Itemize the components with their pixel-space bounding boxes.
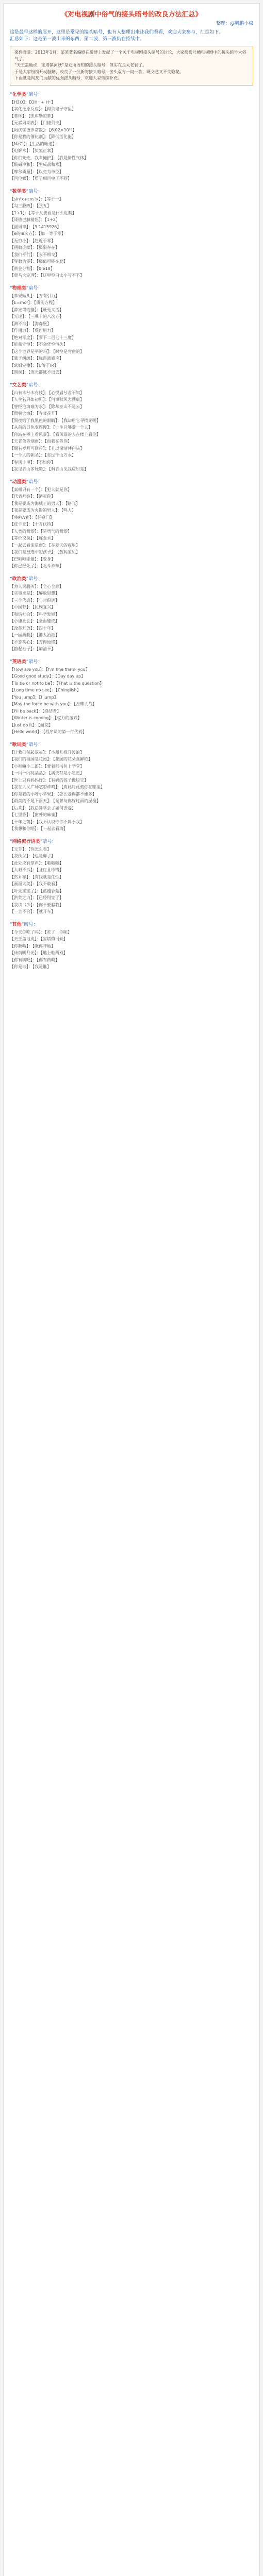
code-list <box>10 750 253 833</box>
section-heading-suffix: ”暗号： <box>26 189 43 194</box>
section-heading-prefix: “ <box>10 479 12 485</box>
code-item: 【我是要成为火影的男人】：【鸣人】 <box>10 508 76 513</box>
code-item: 【洪荒之力】：【已经用完了】 <box>10 895 63 900</box>
code-item: 【山有木兮木有枝】：【心悦君兮君不知】 <box>10 390 84 395</box>
code-item: 【画面太美】：【我不敢看】 <box>10 882 59 886</box>
code-item: 【一国两制】：【港人治港】 <box>10 633 59 637</box>
code-item: 【1+1】：【等于几要看是什么进制】 <box>10 210 76 215</box>
code-item: 【人艰不拆】：【且行且珍惜】 <box>10 868 63 872</box>
code-list <box>10 99 253 182</box>
code-item: 【改革开放】：【四十年】 <box>10 625 55 631</box>
section-heading-suffix: ”暗号： <box>21 922 38 927</box>
section-heading <box>10 91 253 97</box>
intro-box <box>10 46 253 86</box>
code-item: 【哆啦A梦】：【任意门】 <box>10 515 54 520</box>
code-item: 【作用力】：【反作用力】 <box>10 328 55 333</box>
section-heading-prefix: “ <box>10 659 12 665</box>
section-heading-prefix: “ <box>10 189 12 194</box>
intro-box-line: “天王盖地虎，宝塔镇河妖”是众所周知的接头暗号，但实在是太老套了。 <box>14 63 147 67</box>
code-item: 【世上只有妈妈好】：【有妈的孩子像块宝】 <box>10 777 88 783</box>
section-heading-suffix: ”暗号： <box>26 659 43 665</box>
code-item: 【勾三股四】：【弦五】 <box>10 204 51 208</box>
article-title: 《对电视剧中俗气的接头暗号的改良方法汇总》 <box>61 11 202 19</box>
code-item: 【我是要成为海贼王的男人】：【路飞】 <box>10 501 80 506</box>
code-item: 【代表月亮】：【消灭你】 <box>10 494 55 499</box>
code-item: 【小康社会】：【全面建成】 <box>10 619 59 623</box>
code-item: 【面朝大海】：【春暖花开】 <box>10 411 59 416</box>
code-item: 【我们的祖国是花园】：【花园的花朵真鲜艳】 <box>10 757 92 761</box>
section-heading-prefix: “ <box>10 922 12 927</box>
section-heading-name: 政治类 <box>12 576 26 582</box>
code-item: 【让我们荡起双桨】：【小船儿推开波浪】 <box>10 750 84 755</box>
code-item: 【后来】：【我总算学会了如何去爱】 <box>10 805 76 810</box>
code-item: 【为人民服务】：【全心全意】 <box>10 584 63 589</box>
code-item: 【春风十里】：【不如你】 <box>10 460 55 465</box>
code-item: 【苹果砸头】：【万有引力】 <box>10 293 59 298</box>
section-heading-name: 其他 <box>12 922 22 927</box>
code-item: 【我见青山多妩媚】：【料青山见我应如是】 <box>10 467 88 471</box>
code-list <box>10 390 253 473</box>
code-item: 【你已经死了】：【北斗神拳】 <box>10 564 63 568</box>
code-item: 【Hello world】：【程序员的第一行代码】 <box>10 730 87 734</box>
code-item: 【阿伏伽德罗常数】：【6.02×10²³】 <box>10 127 77 132</box>
code-item: 【摩尔质量】：【以克为单位】 <box>10 169 63 174</box>
article-page <box>3 3 260 2576</box>
section-heading-prefix: “ <box>10 742 12 748</box>
code-item: 【e的iπ次方】：【加一等于零】 <box>10 231 65 236</box>
code-item: 【人生若只如初见】：【何事秋风悲画扇】 <box>10 397 84 402</box>
section-heading-suffix: ”暗号： <box>26 382 43 388</box>
code-list <box>10 487 253 570</box>
code-item: 【你瞅啥】：【瞅你咋地】 <box>10 943 55 948</box>
code-item: 【天王盖地虎】：【宝塔镇河妖】 <box>10 937 68 941</box>
intro-box-line: 于是大家纷纷开动脑筋，改良了一批新的接头暗号，接头双方一问一答，既文艺又不失隐秘。 <box>14 69 184 74</box>
code-item: 【我们平行】：【永不相交】 <box>10 252 59 257</box>
code-item: 【我读书少】：【你不要骗我】 <box>10 902 63 907</box>
section-heading-name: 网络流行语类 <box>12 839 40 844</box>
section-heading-name: 英语类 <box>12 659 26 665</box>
code-item: 【一闪一闪亮晶晶】：【满天都是小星星】 <box>10 771 84 775</box>
section-heading-name: 动漫类 <box>12 479 26 485</box>
section-heading-name: 文艺类 <box>12 382 26 388</box>
code-list <box>10 667 253 736</box>
code-item: 【能量守恒】：【不会凭空消失】 <box>10 342 68 347</box>
section-heading <box>10 284 253 291</box>
section-heading-suffix: ”暗号： <box>40 839 57 844</box>
code-item: 【NaCl】：【生活的味道】 <box>10 141 57 146</box>
section-heading <box>10 381 253 388</box>
code-item: 【巴啦啦能量】：【变身】 <box>10 556 55 562</box>
code-item: 【曾经沧海难为水】：【除却巫山不是云】 <box>10 404 84 409</box>
code-item: 【电解水】：【负氢正氧】 <box>10 148 55 153</box>
section-heading-name: 化学类 <box>12 92 26 97</box>
code-item: 【我在人民广场吃着炸鸡】：【而此时此刻你在哪里】 <box>10 785 105 789</box>
section-heading-name: 歌词类 <box>12 742 26 748</box>
code-item: 【我伙呆】：【也是醉了】 <box>10 854 55 858</box>
code-item: 【量子纠缠】：【远距离感应】 <box>10 356 63 361</box>
code-item: 【薛定谔的猫】：【既死又活】 <box>10 307 63 312</box>
code-item: 【Long time no see】：【Chinglish】 <box>10 688 81 692</box>
code-item: 【一言不合】：【就开车】 <box>10 909 55 914</box>
section-heading-prefix: “ <box>10 92 12 97</box>
code-item: 【我想和你唱】：【一起去看海】 <box>10 826 68 831</box>
code-item: 【How are you】：【I'm fine thank you】 <box>10 667 90 672</box>
byline: 整理：@鹏鹏小棉 <box>216 21 253 26</box>
code-item: 【七里香】：【窗外的麻雀】 <box>10 812 59 817</box>
code-item: 【这个世界是平的吗】：【时空是弯曲的】 <box>10 349 84 354</box>
code-item: 【H2O】：【OH⁻ + H⁺】 <box>10 99 55 105</box>
code-item: 【导数为零】：【极值可能在此】 <box>10 259 68 264</box>
section-heading-suffix: ”暗号： <box>26 576 43 582</box>
code-item: 【苯环】：【凯库勒的梦】 <box>10 113 55 118</box>
code-item: 【中国梦】：【民族复兴】 <box>10 605 55 609</box>
code-item: 【今天你吃了吗】：【吃了，你呢】 <box>10 929 72 935</box>
code-item: 【元芳】：【你怎么看】 <box>10 846 51 852</box>
code-item: 【欧姆定律】：【U等于IR】 <box>10 363 58 368</box>
code-item: 【I'll be back】：【终结者】 <box>10 708 61 714</box>
code-item: 【Good good study】：【Day day up】 <box>10 674 86 679</box>
code-item: 【哥德巴赫猜想】：【1+2】 <box>10 217 60 222</box>
code-item: 【然并卵】：【有钱就是任性】 <box>10 874 63 879</box>
code-list <box>10 293 253 376</box>
section-heading-suffix: ”暗号： <box>26 92 43 97</box>
intro-line: 这是最早这样的展开，这里是常见的接头暗号，也有人整理出来让我们看看，欢迎大家参与，汇总如下。 <box>10 30 224 35</box>
section-heading <box>10 838 253 844</box>
code-item: 【E=mc²】：【质能方程】 <box>10 300 57 305</box>
code-item: 【十年之前】：【我不认识你你不属于我】 <box>10 819 84 824</box>
code-item: 【皮卡丘】：【十万伏特】 <box>10 522 55 527</box>
code-item: 【你站在桥上看风景】：【看风景的人在楼上看你】 <box>10 432 101 437</box>
code-item: 【一个人的朝圣】：【走过千山万水】 <box>10 453 76 457</box>
code-item: 【黑夜给了我黑色的眼睛】：【我却用它寻找光明】 <box>10 418 101 423</box>
section-heading <box>10 921 253 927</box>
section-heading-suffix: ”暗号： <box>26 285 43 291</box>
code-item: 【和谐社会】：【科学发展】 <box>10 612 59 617</box>
section-heading-prefix: “ <box>10 576 12 582</box>
section-heading <box>10 188 253 194</box>
code-item: 【吓死宝宝了】：【蓝瘦香菇】 <box>10 888 63 893</box>
code-item: 【光速】：【三乘十的八次方】 <box>10 314 63 319</box>
code-item: 【Just do it】：【耐克】 <box>10 722 53 727</box>
code-list <box>10 929 253 971</box>
code-item: 【此处应有掌声】：【啪啪啪】 <box>10 860 63 866</box>
code-item: 【你们先走，我来掩护】：【我是惰性气体】 <box>10 155 88 160</box>
code-list <box>10 846 253 916</box>
section-heading-prefix: “ <box>10 285 12 291</box>
code-item: 【同位素】：【质子相同中子不同】 <box>10 176 72 181</box>
code-list <box>10 196 253 279</box>
code-item: 【小呀嘛小二郎】：【背着那书包上学堂】 <box>10 764 84 769</box>
code-item: 【函数连续】：【极限存在】 <box>10 245 59 250</box>
code-item: 【最美的不是下雨天】：【是曾与你躲过雨的屋檐】 <box>10 799 101 803</box>
intro-text <box>10 29 253 43</box>
section-heading-prefix: “ <box>10 382 12 388</box>
code-item: 【黄金分割】：【0.618】 <box>10 266 55 271</box>
code-item: 【酸碱中和】：【生成盐和水】 <box>10 162 63 167</box>
code-item: 【三个代表】：【与时俱进】 <box>10 598 59 603</box>
code-item: 【无穷小】：【趋近于零】 <box>10 238 55 243</box>
section-heading <box>10 658 253 665</box>
code-item: 【Winter is coming】：【权力的游戏】 <box>10 716 82 720</box>
intro-box-line: 案件背景：2013年1月，某某著名编剧在微博上发起了一个关于电视剧接头暗号的讨论，大家纷纷吐槽电视剧中的接头暗号太俗气了。 <box>14 50 246 61</box>
code-item: 【氧化还原反应】：【得失电子守恒】 <box>10 107 76 111</box>
code-item: 【真相只有一个】：【犯人就是你】 <box>10 487 72 492</box>
section-heading-name: 物理类 <box>12 285 26 291</box>
code-item: 【May the force be with you】：【星球大战】 <box>10 702 97 706</box>
code-item: 【人类的赞歌】：【是勇气的赞歌】 <box>10 529 72 534</box>
intro-box-line: 下面就是网友们贡献的优秀接头暗号，欢迎大家继续补充。 <box>14 76 122 80</box>
code-item: 【天青色等烟雨】：【而我在等你】 <box>10 439 72 444</box>
section-heading <box>10 741 253 748</box>
code-item: 【我们是被选中的孩子】：【数码宝贝】 <box>10 550 80 554</box>
code-item: 【你有病吧】：【你有药吗】 <box>10 957 59 962</box>
code-list <box>10 584 253 653</box>
code-item: 【测不准】：【海森堡】 <box>10 321 51 326</box>
code-item: 【实事求是】：【解放思想】 <box>10 591 59 596</box>
code-item: 【愿有岁月可回首】：【且以深情共白头】 <box>10 446 84 451</box>
sections-container <box>10 91 253 971</box>
code-item: 【一起去看流星雨】：【在夏天的夜里】 <box>10 543 80 548</box>
code-item: 【你是谁】：【我是谁】 <box>10 964 51 969</box>
code-item: 【sin²x+cos²x】：【等于一】 <box>10 196 63 201</box>
code-item: 【不忘初心】：【方得始终】 <box>10 639 59 645</box>
code-item: 【费马大定理】：【这里空白太小写不下】 <box>10 273 84 278</box>
intro-line: 汇总如下：这是第一波出来的东西，第二波、第三波仍在持续中。 <box>10 37 145 42</box>
code-item: 【撸起袖子】：【加油干】 <box>10 647 55 651</box>
section-heading-name: 数学类 <box>12 189 26 194</box>
code-item: 【黑洞】：【连光都逃不出去】 <box>10 370 63 375</box>
code-item: 【You jump】：【I jump】 <box>10 694 58 700</box>
code-item: 【元素周期表】：【门捷列夫】 <box>10 121 63 125</box>
section-heading <box>10 575 253 582</box>
section-heading-suffix: ”暗号： <box>26 742 43 748</box>
code-item: 【床前明月光】：【地上鞋两双】 <box>10 951 68 955</box>
section-heading-suffix: ”暗号： <box>26 479 43 485</box>
section-heading <box>10 478 253 485</box>
code-item: 【等价交换】：【炼金术】 <box>10 536 55 540</box>
code-item: 【圆周率】：【3.1415926】 <box>10 224 61 229</box>
code-item: 【绝对零度】：【零下二百七十三度】 <box>10 335 76 340</box>
code-item: 【你是我的催化剂】：【降低活化能】 <box>10 134 76 139</box>
section-heading-prefix: “ <box>10 839 12 844</box>
code-item: 【你是我的小呀小苹果】：【怎么爱你都不嫌多】 <box>10 791 96 796</box>
code-item: 【To be or not to be】：【That is the question】 <box>10 681 104 686</box>
code-item: 【从前的日色变得慢】：【一生只够爱一个人】 <box>10 425 92 430</box>
